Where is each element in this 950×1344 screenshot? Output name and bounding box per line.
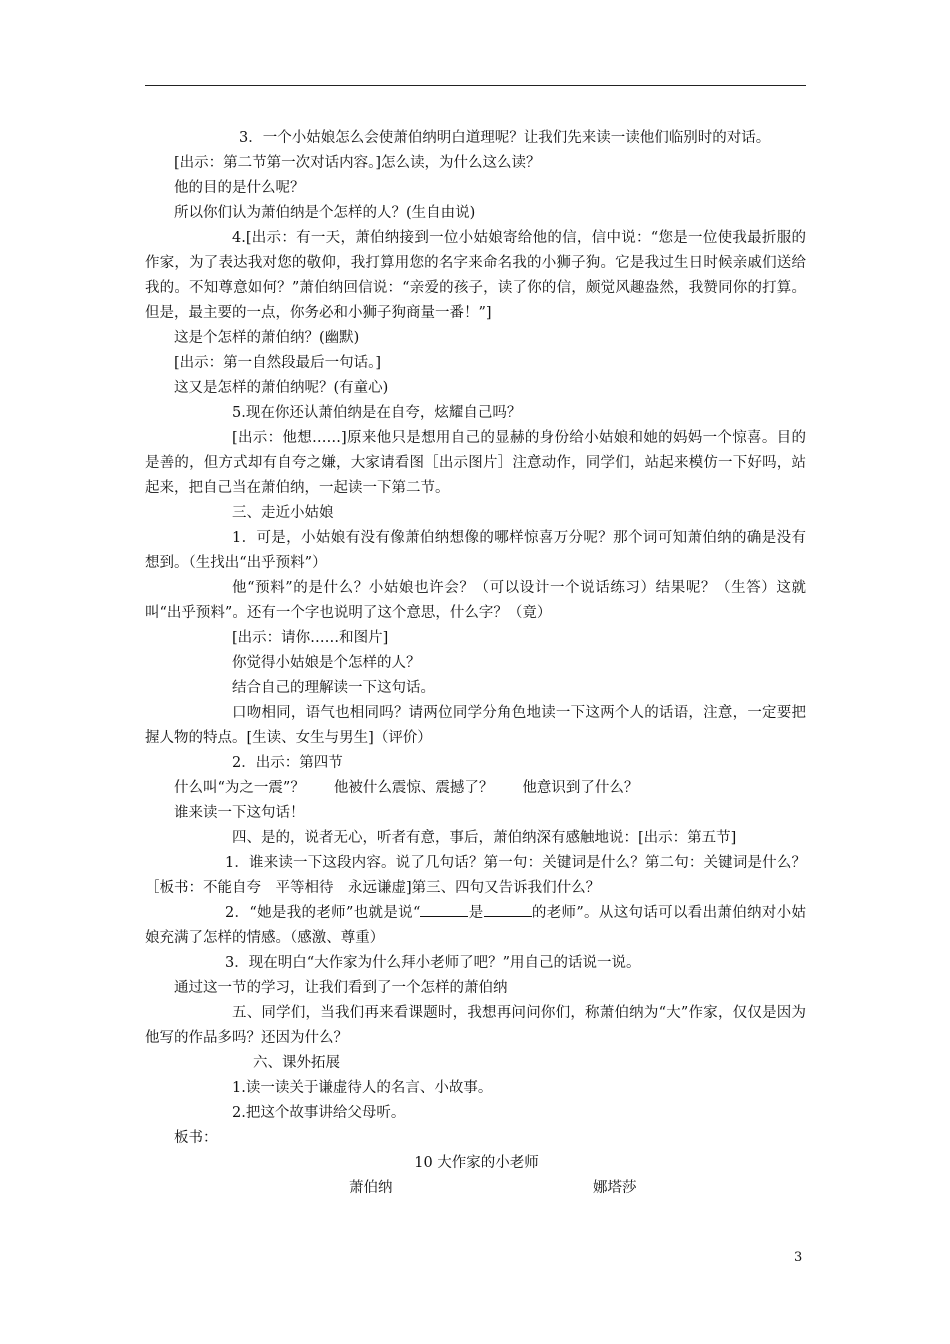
- paragraph: [出示：他想……]原来他只是想用自己的显赫的身份给小姑娘和她的妈妈一个惊喜。目的是善的，但方式却有自夸之嫌，大家请看图［出示图片］注意动作，同学们，站起来模仿一下好吗，站起来，把自己当在萧伯纳，一起读一下第二节。: [145, 430, 806, 496]
- blank-line: [420, 902, 468, 917]
- paragraph: 4.[出示：有一天，萧伯纳接到一位小姑娘寄给他的信，信中说：“您是一位使我最折服的作家，为了表达我对您的敬仰，我打算用您的名字来命名我的小狮子狗。它是我过生日时候亲戚们送给我的。不知尊意如何？”萧伯纳回信说：“亲爱的孩子，读了你的信，颇觉风趣盎然，我赞同你的打算。但是，最主要的一点，你务必和小狮子狗商量一番！”]: [145, 230, 806, 321]
- board-right-name: 娜塔莎: [593, 1180, 637, 1196]
- paragraph: [出示：请你……和图片]: [232, 630, 389, 646]
- section-heading: 四、是的，说者无心，听者有意，事后，萧伯纳深有感触地说：[出示：第五节]: [232, 830, 737, 846]
- paragraph: 5.现在你还认萧伯纳是在自夸，炫耀自己吗？: [232, 405, 522, 421]
- section-heading: 六、课外拓展: [253, 1055, 340, 1071]
- fill-blank-paragraph: [145, 901, 806, 951]
- paragraph: 3．一个小姑娘怎么会使萧伯纳明白道理呢？让我们先来读一读他们临别时的对话。: [239, 130, 771, 146]
- paragraph: 2.把这个故事讲给父母听。: [232, 1105, 406, 1121]
- blank-after: 的老师”。从这句话可以看出萧伯纳对小姑娘充满了怎样的情感。（感激、尊重）: [145, 905, 807, 946]
- paragraph: 你觉得小姑娘是个怎样的人？: [232, 655, 421, 671]
- paragraph: 他“预料”的是什么？小姑娘也许会？（可以设计一个说话练习）结果呢？（生答）这就叫“出乎预料”。还有一个字也说明了这个意思，什么字？（竟）: [145, 580, 806, 621]
- paragraph: 谁来读一下这句话！: [174, 805, 305, 821]
- paragraph: 这是个怎样的萧伯纳？(幽默): [174, 330, 360, 346]
- paragraph: 板书：: [174, 1130, 218, 1146]
- board-names: [145, 1176, 806, 1201]
- paragraph: 他的目的是什么呢？: [174, 180, 305, 196]
- blank-line: [484, 902, 532, 917]
- paragraph: 1．谁来读一下这段内容。说了几句话？第一句：关键词是什么？第二句：关键词是什么？［板书：不能自夸 平等相待 永远谦虚]第三、四句又告诉我们什么？: [145, 855, 806, 896]
- board-title: 10 大作家的小老师: [414, 1155, 539, 1171]
- section-heading: 五、同学们，当我们再来看课题时，我想再问问你们，称萧伯纳为“大”作家，仅仅是因为他写的作品多吗？还因为什么？: [145, 1005, 806, 1046]
- paragraph: 1.读一读关于谦虚待人的名言、小故事。: [232, 1080, 493, 1096]
- paragraph: 通过这一节的学习，让我们看到了一个怎样的萧伯纳: [174, 980, 508, 996]
- header-rule: [145, 85, 806, 86]
- blank-before: 2．“她是我的老师”也就是说“: [225, 905, 421, 921]
- paragraph: 口吻相同，语气也相同吗？请两位同学分角色地读一下这两个人的话语，注意，一定要把握人物的特点。[生读、女生与男生]（评价）: [145, 705, 806, 746]
- paragraph: 2．出示：第四节: [232, 755, 343, 771]
- page-number: 3: [794, 1250, 803, 1265]
- paragraph: 1．可是，小姑娘有没有像萧伯纳想像的哪样惊喜万分呢？那个词可知萧伯纳的确是没有想到。（生找出“出乎预料”）: [145, 530, 806, 571]
- paragraph: 3．现在明白“大作家为什么拜小老师了吧？”用自己的话说一说。: [225, 955, 641, 971]
- paragraph: 这又是怎样的萧伯纳呢？(有童心): [174, 380, 389, 396]
- paragraph: [出示：第一自然段最后一句话。]: [174, 355, 382, 371]
- paragraph: [出示：第二节第一次对话内容。]怎么读，为什么这么读？: [174, 155, 541, 171]
- board-left-name: 萧伯纳: [349, 1180, 393, 1196]
- blank-middle: 是: [468, 905, 484, 921]
- section-heading: 三、走近小姑娘: [232, 505, 334, 521]
- paragraph: 什么叫“为之一震”？ 他被什么震惊、震撼了？ 他意识到了什么？: [174, 780, 639, 796]
- paragraph: 结合自己的理解读一下这句话。: [232, 680, 435, 696]
- document-body: [145, 126, 806, 1201]
- paragraph: 所以你们认为萧伯纳是个怎样的人？(生自由说): [174, 205, 476, 221]
